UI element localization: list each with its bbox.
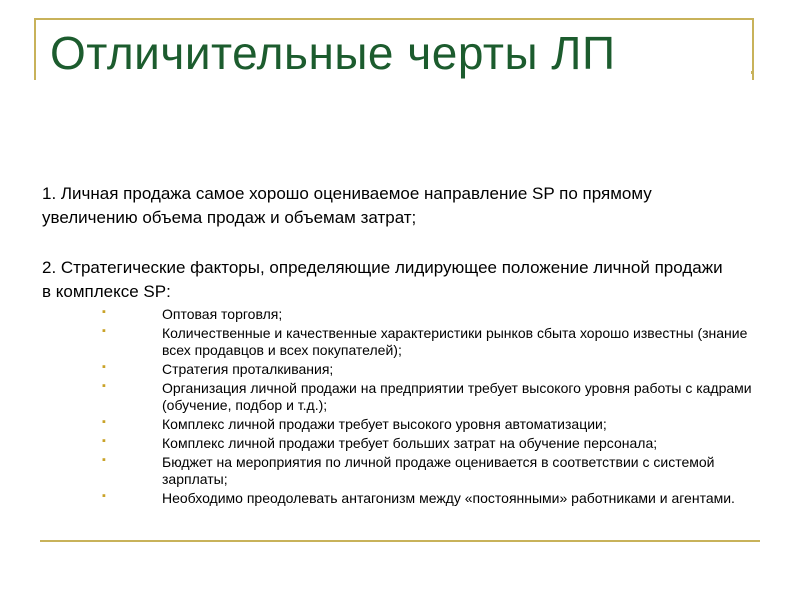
title-frame-dot [751, 71, 754, 74]
bottom-divider [40, 540, 760, 542]
list-item-text: Оптовая торговля; [162, 306, 283, 322]
bullet-square-icon: ▪ [102, 416, 106, 428]
slide-title: Отличительные черты ЛП [50, 27, 616, 79]
list-item-text: Комплекс личной продажи требует больших затрат на обучение персонала; [162, 435, 658, 451]
list-item [42, 490, 735, 507]
bullet-square-icon: ▪ [102, 490, 106, 502]
list-item-text: Организация личной продажи на предприятии требует высокого уровня работы с кадрами (обучение, подбор и т.д.); [162, 380, 752, 413]
paragraph-1: 1. Личная продажа самое хорошо оцениваемое направление SP по прямому увеличению объема продаж и объемам затрат; [42, 184, 652, 227]
bullet-square-icon: ▪ [102, 306, 106, 318]
bullet-square-icon: ▪ [102, 454, 106, 466]
list-item-text: Комплекс личной продажи требует высокого уровня автоматизации; [162, 416, 607, 432]
title-frame-top-line [34, 18, 754, 20]
list-item [42, 380, 752, 414]
list-item [42, 435, 732, 452]
list-item [42, 361, 732, 378]
title-frame-left-line [34, 18, 36, 80]
list-item-text: Бюджет на мероприятия по личной продаже оценивается в соответствии с системой зарплаты; [162, 454, 715, 487]
bullet-square-icon: ▪ [102, 380, 106, 392]
factors-list [42, 306, 752, 507]
bullet-square-icon: ▪ [102, 361, 106, 373]
paragraph-2: 2. Стратегические факторы, определяющие лидирующее положение личной продажи в комплексе SP: [42, 258, 723, 301]
bullet-square-icon: ▪ [102, 435, 106, 447]
list-item [42, 454, 732, 488]
list-item [42, 306, 732, 323]
list-item [42, 416, 732, 433]
list-item [42, 325, 748, 359]
list-item-text: Стратегия проталкивания; [162, 361, 334, 377]
list-item-text: Количественные и качественные характеристики рынков сбыта хорошо известны (знание всех продавцов и всех покупателей); [162, 325, 748, 358]
bullet-square-icon: ▪ [102, 325, 106, 337]
slide-body [42, 182, 752, 509]
list-item-text: Необходимо преодолевать антагонизм между «постоянными» работниками и агентами. [162, 490, 735, 506]
